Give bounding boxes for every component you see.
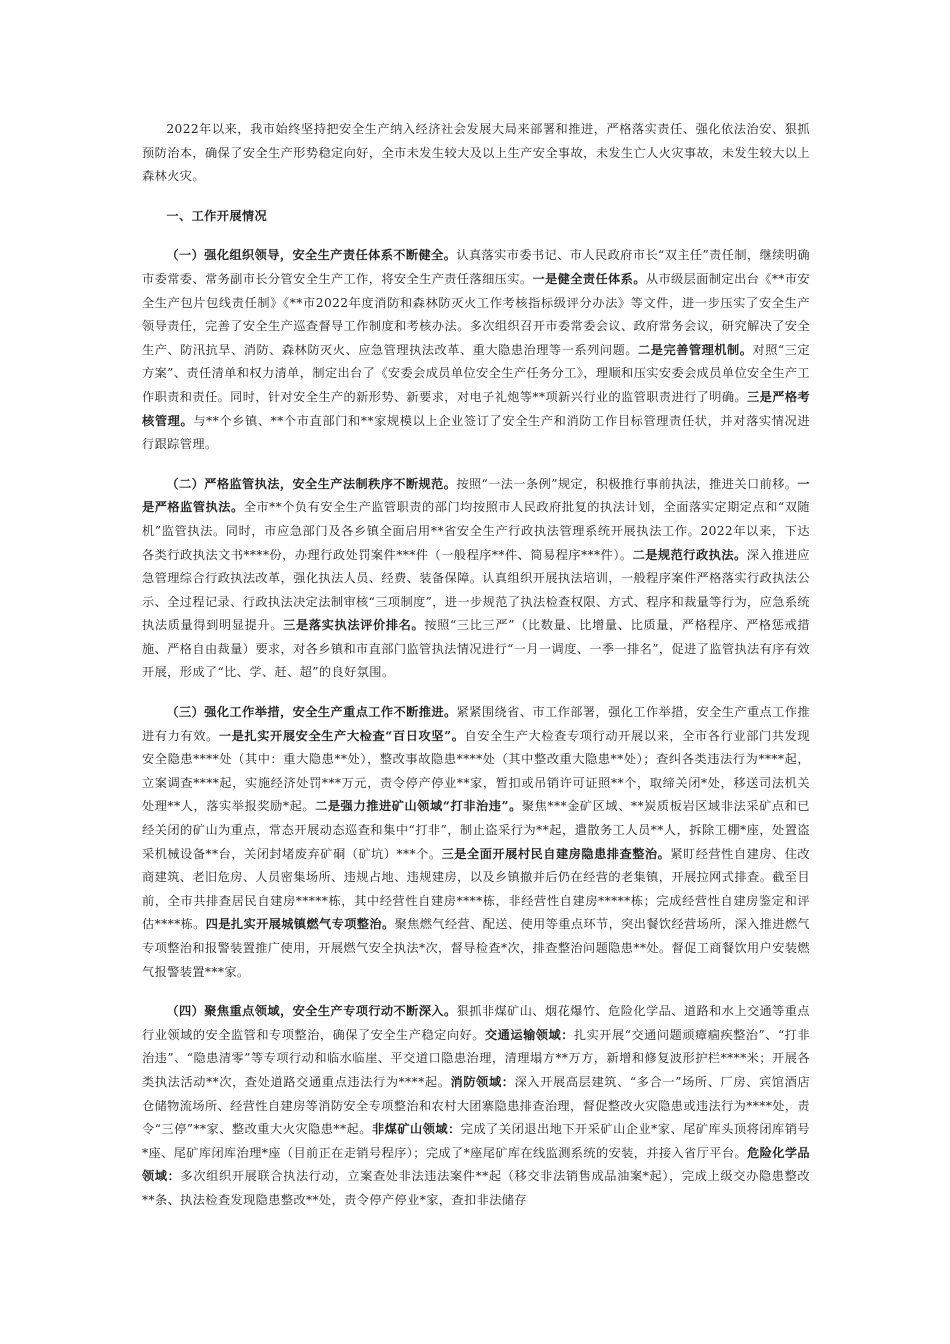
paragraph-text: 对照“三定方案”、责任清单和权力清单，制定出台了《安委会成员单位安全生产任务分工》，理顺和压实安委会成员单位安全生产工作职责和责任。同时，针对安全生产的新形势、新要求，对电子礼炮等**项新兴行业的监管职责进行了明确。 — [142, 342, 810, 404]
point-title: 三是落实执法评价排名。 — [283, 618, 425, 633]
point-title: 一是严格监管执法。 — [142, 476, 810, 515]
point-title: 一是健全责任体系。 — [532, 271, 646, 286]
point-title: 二是规范行政执法。 — [632, 547, 747, 562]
paragraph-text: 扎实开展“交通问题顽瘴痼疾整治”、“打非治违”、“隐患清零”等专项行动和临水临崖、平交道口隐患治理，清理塌方**万方，新增和修复波形护栏****米；开展各类执法活动**次，查处道路交通重点违法行为****起。 — [142, 1027, 810, 1089]
intro-paragraph: 2022年以来，我市始终坚持把安全生产纳入经济社会发展大局来部署和推进，严格落实责任、强化依法治安、狠抓预防治本，确保了安全生产形势稳定向好，全市未发生较大及以上生产安全事故，未发生亡人火灾事故，未发生较大以上森林火灾。 — [142, 122, 810, 184]
point-title: 三是全面开展村民自建房隐患排查整治。 — [441, 846, 671, 861]
point-title: 四是扎实开展城镇燃气专项整治。 — [205, 917, 395, 932]
paragraph-text: 从市级层面制定出台《**市安全生产包片包线责任制》《**市2022年度消防和森林防灭火工作考核指标级评分办法》等文件，进一步压实了安全生产领导责任，完善了安全生产巡查督导工作制度和考核办法。多次组织召开市委常委会议、政府常务会议，研究解决了安全生产、防汛抗旱、消防、森林防灭火、应急管理执法改革、重大隐患治理等一系列问题。 — [142, 271, 810, 357]
paragraph-text: 完成了关闭退出地下开采矿山企业*家、尾矿库头顶将闭库销号*座、尾矿库闭库治理*座（目前正在走销号程序）；完成了*座尾矿库在线监测系统的安装，并接入省厅平台。 — [142, 1122, 810, 1160]
subsection-title: （二）严格监管执法，安全生产法制秩序不断规范。 — [166, 476, 457, 491]
subsection-title: （一）强化组织领导，安全生产责任体系不断健全。 — [166, 248, 457, 263]
paragraph-key-areas — [142, 1000, 810, 1212]
point-title: 消防领域： — [450, 1074, 515, 1089]
paragraph-text: 按照“一法一条例”规定，积极推行事前执法，推进关口前移。 — [456, 476, 798, 491]
subsection-title: （三）强化工作举措，安全生产重点工作不断推进。 — [166, 705, 457, 720]
point-title: 二是完善管理机制。 — [638, 342, 753, 357]
paragraph-text: 紧紧围绕省、市工作部署，强化工作举措，安全生产重点工作推进有力有效。 — [142, 705, 811, 743]
paragraph-text: 聚焦***金矿区域、**炭质板岩区域非法采矿点和已经关闭的矿山为重点，常态开展动态巡查和集中“打非”，制止盗采行为**起，遣散务工人员**人，拆除工棚*座，处置盗采机械设备**台，关闭封堵废弃矿硐（矿坑）***个。 — [142, 799, 811, 861]
paragraph-organization — [142, 244, 810, 456]
paragraph-text: 深入开展高层建筑、“多合一”场所、厂房、宾馆酒店仓储物流场所、经营性自建房等消防安全专项整治和农村大团寨隐患排查治理，督促整改火灾隐患或违法行为****处，责令“三停”**家、整改重大火灾隐患**起。 — [142, 1074, 810, 1137]
point-title: 一是扎实开展安全生产大检查“百日攻坚”。 — [218, 728, 465, 743]
subsection-title: （四）聚焦重点领域，安全生产专项行动不断深入。 — [166, 1004, 457, 1019]
point-title: 危险化学品领域： — [142, 1145, 811, 1184]
paragraph-text: 全市**个负有安全生产监管职责的部门均按照市人民政府批复的执法计划，全面落实定期定点和“双随机”监管执法。同时，市应急部门及各乡镇全面启用**省安全生产行政执法管理系统开展执法工作。2022年以来，下达各类行政执法文书****份，办理行政处罚案件***件（一般程序**件、简易程序***件）。 — [142, 500, 810, 562]
paragraph-enforcement — [142, 473, 810, 685]
paragraph-text: 狠抓非煤矿山、烟花爆竹、危险化学品、道路和水上交通等重点行业领域的安全监管和专项整治，确保了安全生产稳定向好。 — [142, 1004, 811, 1042]
paragraph-text: 与**个乡镇、**个市直部门和**家规模以上企业签订了安全生产和消防工作目标管理责任状，并对落实情况进行跟踪管理。 — [142, 413, 810, 452]
paragraph-text: 按照“三比三严”（比数量、比增量、比质量，严格程序、严格惩戒措施、严格自由裁量）要求，对各乡镇和市直部门监管执法情况进行“一月一调度、一季一排名”，促进了监管执法有序有效开展，形成了“比、学、赶、超”的良好氛围。 — [142, 618, 810, 680]
point-title: 非煤矿山领域： — [371, 1122, 461, 1137]
point-title: 二是强力推进矿山领域“打非治违”。 — [315, 799, 522, 814]
paragraph-text: 多次组织开展联合执法行动，立案查处非法违法案件**起（移交非法销售成品油案*起），完成上级交办隐患整改**条、执法检查发现隐患整改**处，责令停产停业*家，查扣非法储存 — [142, 1169, 810, 1207]
paragraph-text: 认真落实市委书记、市人民政府市长“双主任”责任制，继续明确市委常委、常务副市长分管安全生产工作，将安全生产责任落细压实。 — [142, 248, 810, 286]
point-title: 三是严格考核管理。 — [142, 389, 811, 428]
paragraph-text: 自安全生产大检查专项行动开展以来，全市各行业部门共发现安全隐患****处（其中：重大隐患**处），整改事故隐患****处（其中整改重大隐患**处）；查纠各类违法行为****起，立案调查****起，实施经济处罚***万元，责令停产停业**家，暂扣或吊销许可证照**个，取缔关闭*处，移送司法机关处理**人，落实举报奖励*起。 — [142, 728, 810, 814]
paragraph-text: 深入推进应急管理综合行政执法改革，强化执法人员、经费、装备保障。认真组织开展执法培训，一般程序案件严格落实行政执法公示、全过程记录、行政执法决定法制审核“三项制度”，进一步规范了执法检查权限、方式、程序和裁量等行为，应急系统执法质量得到明显提升。 — [142, 547, 810, 633]
point-title: 交通运输领域： — [484, 1027, 574, 1042]
section-heading: 一、工作开展情况 — [166, 208, 268, 223]
paragraph-text: 紧盯经营性自建房、住改商建筑、老旧危房、人员密集场所、违规占地、违规建房，以及乡镇撤并后仍在经营的老集镇，开展拉网式排查。截至目前，全市共排查居民自建房*****栋，其中经营性自建房****栋，非经营性自建房*****栋；完成经营性自建房鉴定和评估****栋。 — [142, 846, 810, 932]
paragraph-text: 聚焦燃气经营、配送、使用等重点环节，突出餐饮经营场所，深入推进燃气专项整治和报警装置推广使用，开展燃气安全执法*次，督导检查*次，排查整治问题隐患**处。督促工商餐饮用户安装燃气报警装置***家。 — [142, 917, 810, 979]
paragraph-key-work — [142, 701, 810, 984]
